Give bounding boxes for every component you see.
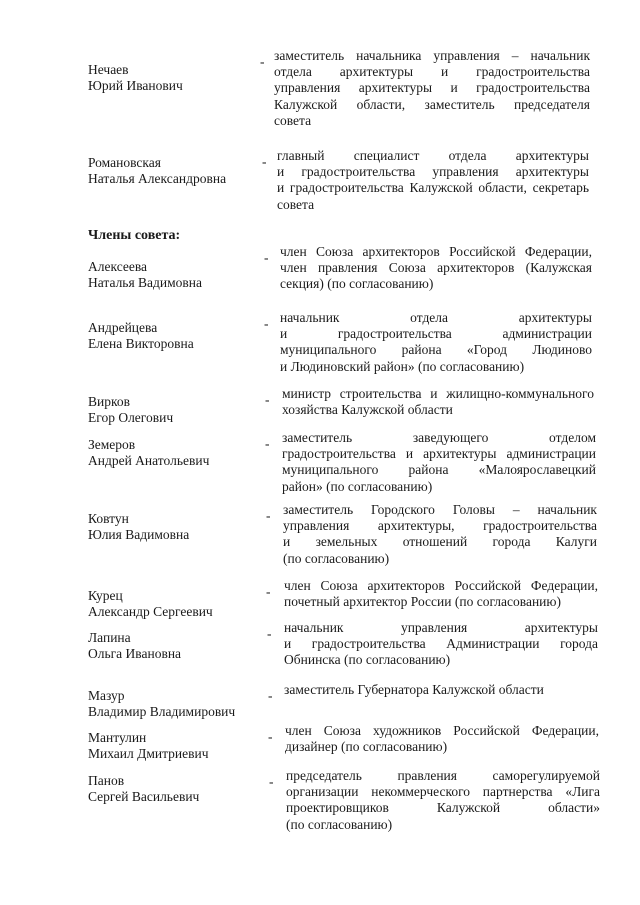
role-line: (по согласованию) [286, 816, 393, 832]
member-role-description [286, 768, 600, 833]
list-dash: - [267, 626, 272, 641]
role-line: совета [277, 196, 315, 212]
member-given-names: Егор Олегович [88, 410, 174, 425]
role-line: муниципального района «Город Людиново [280, 342, 592, 358]
member-name [88, 773, 258, 805]
list-dash: - [262, 154, 267, 169]
role-line: отдела архитектуры и градостроительства [274, 64, 590, 80]
role-line: и градостроительства Администрации города [284, 636, 598, 652]
member-role-description [284, 620, 598, 669]
list-dash: - [268, 688, 273, 703]
role-line: министр строительства и жилищно-коммунального [282, 386, 594, 401]
member-surname: Андрейцева [88, 320, 158, 335]
role-line: член правления Союза архитекторов (Калужская [280, 260, 592, 276]
member-role-description [282, 430, 596, 495]
role-line: заместитель Губернатора Калужской области [284, 682, 544, 697]
member-surname: Алексеева [88, 259, 148, 274]
member-surname: Мантулин [88, 730, 147, 745]
role-line: (по согласованию) [283, 550, 390, 566]
role-line: градостроительства и архитектуры администрации [282, 446, 596, 462]
role-line: и градостроительства Калужской области, секретарь [277, 180, 589, 196]
member-name [88, 320, 258, 352]
member-given-names: Елена Викторовна [88, 336, 194, 351]
member-role-description [282, 386, 594, 418]
role-line: и градостроительства администрации [280, 326, 592, 342]
member-role-description [285, 723, 599, 755]
member-surname: Романовская [88, 155, 161, 170]
member-surname: Ковтун [88, 511, 129, 526]
list-dash: - [266, 584, 271, 599]
member-name [88, 511, 258, 543]
member-role-description [284, 682, 598, 698]
member-role-description [277, 148, 589, 213]
member-given-names: Юрий Иванович [88, 78, 183, 93]
role-line: заместитель начальника управления – начальник [274, 48, 590, 63]
list-dash: - [260, 54, 265, 69]
role-line: проектировщиков Калужской области» [286, 800, 600, 816]
member-name [88, 259, 258, 291]
role-line: член Союза архитекторов Российской Федерации, [284, 578, 598, 593]
member-surname: Лапина [88, 630, 131, 645]
member-role-description [280, 244, 592, 293]
member-name [88, 155, 258, 187]
member-name [88, 588, 258, 620]
member-surname: Панов [88, 773, 125, 788]
role-line: главный специалист отдела архитектуры [277, 148, 589, 163]
role-line: Калужской области, заместитель председателя [274, 96, 590, 112]
member-name [88, 688, 258, 720]
member-given-names: Андрей Анатольевич [88, 453, 210, 468]
role-line: начальник управления архитектуры [284, 620, 598, 635]
list-dash: - [264, 250, 269, 265]
member-role-description [274, 48, 590, 129]
role-line: хозяйства Калужской области [282, 402, 453, 418]
role-line: и градостроительства управления архитектуры [277, 164, 589, 180]
section-heading-members: Члены совета: [88, 228, 181, 243]
member-name [88, 62, 258, 94]
role-line: член Союза архитекторов Российской Федерации, [280, 244, 592, 259]
member-given-names: Ольга Ивановна [88, 646, 182, 661]
role-line: начальник отдела архитектуры [280, 310, 592, 325]
member-given-names: Александр Сергеевич [88, 604, 213, 619]
role-line: организации некоммерческого партнерства «Лига [286, 784, 600, 800]
member-surname: Мазур [88, 688, 125, 703]
member-name [88, 437, 258, 469]
list-dash: - [265, 392, 270, 407]
member-name [88, 730, 258, 762]
role-line: район» (по согласованию) [282, 478, 433, 494]
role-line: Обнинска (по согласованию) [284, 652, 451, 668]
role-line: и Людиновский район» (по согласованию) [280, 358, 525, 374]
list-dash: - [268, 729, 273, 744]
role-line: управления архитектуры и градостроительства [274, 80, 590, 96]
role-line: управления архитектуры, градостроительства [283, 518, 597, 534]
role-line: член Союза художников Российской Федерации, [285, 723, 599, 738]
member-role-description [280, 310, 592, 375]
member-surname: Нечаев [88, 62, 129, 77]
member-surname: Курец [88, 588, 123, 603]
member-given-names: Сергей Васильевич [88, 789, 200, 804]
role-line: почетный архитектор России (по согласованию) [284, 594, 561, 610]
role-line: дизайнер (по согласованию) [285, 739, 448, 755]
member-given-names: Владимир Владимирович [88, 704, 236, 719]
role-line: муниципального района «Малоярославецкий [282, 462, 596, 478]
list-dash: - [264, 316, 269, 331]
member-given-names: Наталья Александровна [88, 171, 227, 186]
list-dash: - [266, 508, 271, 523]
member-surname: Земеров [88, 437, 136, 452]
member-role-description [284, 578, 598, 610]
member-name [88, 630, 258, 662]
member-name [88, 394, 258, 426]
role-line: заместитель заведующего отделом [282, 430, 596, 445]
role-line: и земельных отношений города Калуги [283, 534, 597, 550]
role-line: заместитель Городского Головы – начальник [283, 502, 597, 517]
role-line: совета [274, 112, 312, 128]
member-given-names: Юлия Вадимовна [88, 527, 190, 542]
member-given-names: Наталья Вадимовна [88, 275, 203, 290]
member-role-description [283, 502, 597, 567]
member-surname: Вирков [88, 394, 130, 409]
member-given-names: Михаил Дмитриевич [88, 746, 209, 761]
role-line: председатель правления саморегулируемой [286, 768, 600, 783]
list-dash: - [269, 774, 274, 789]
list-dash: - [265, 436, 270, 451]
role-line: секция) (по согласованию) [280, 276, 434, 292]
